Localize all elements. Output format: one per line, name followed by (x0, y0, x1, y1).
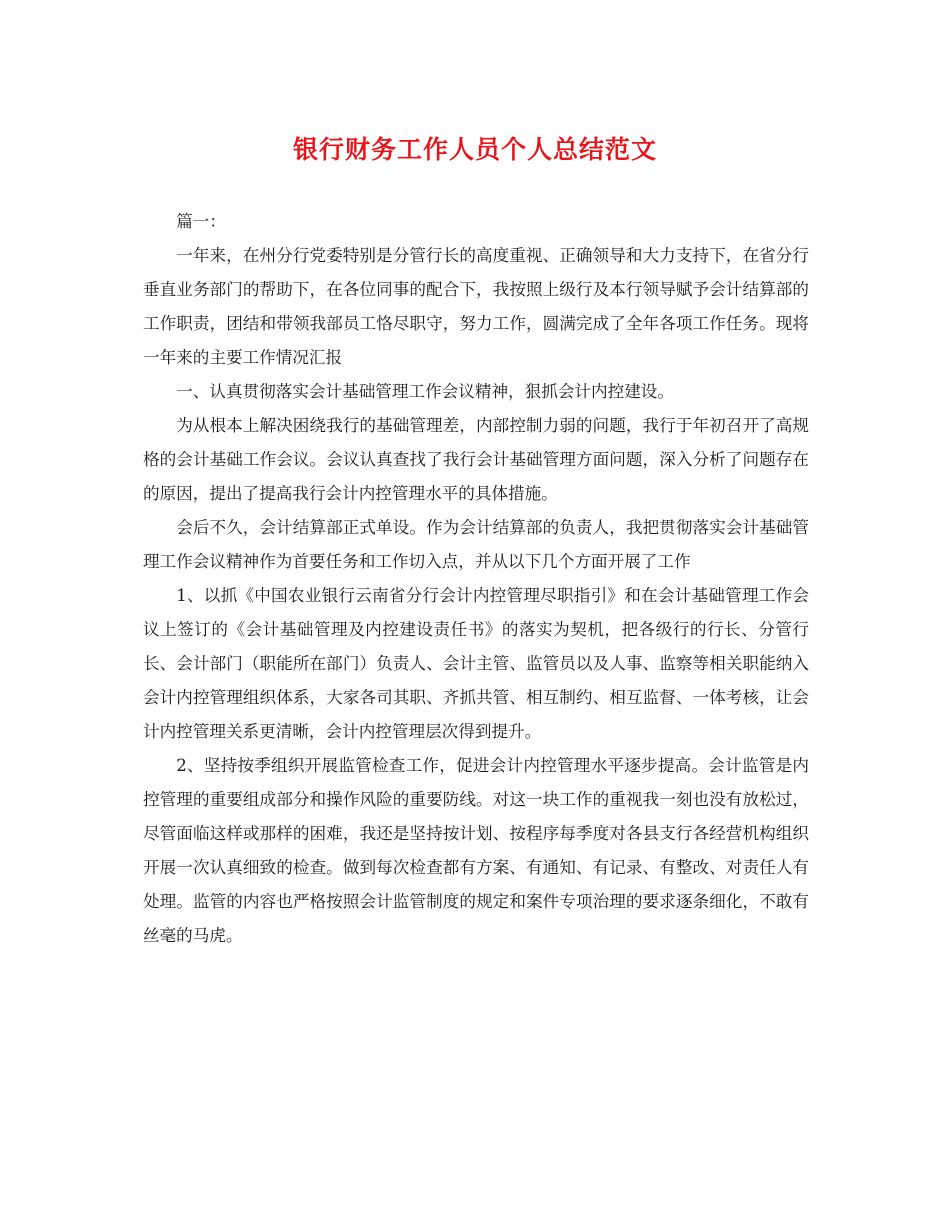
paragraph: 1、以抓《中国农业银行云南省分行会计内控管理尽职指引》和在会计基础管理工作会议上签订的《会计基础管理及内控建设责任书》的落实为契机，把各级行的行长、分管行长、会计部门（职能所在部门）负责人、会计主管、监管员以及人事、监察等相关职能纳入会计内控管理组织体系，大家各司其职、齐抓共管、相互制约、相互监督、一体考核，让会计内控管理关系更清晰，会计内控管理层次得到提升。 (143, 586, 809, 741)
paragraph: 一年来，在州分行党委特别是分管行长的高度重视、正确领导和大力支持下，在省分行垂直业务部门的帮助下，在各位同事的配合下，我按照上级行及本行领导赋予会计结算部的工作职责，团结和带领我部员工恪尽职守，努力工作，圆满完成了全年各项工作任务。现将一年来的主要工作情况汇报 (143, 246, 809, 367)
paragraph-heading: 篇一： (176, 212, 226, 231)
document-title: 银行财务工作人员个人总结范文 (292, 135, 657, 164)
paragraph: 会后不久，会计结算部正式单设。作为会计结算部的负责人，我把贯彻落实会计基础管理工作会议精神作为首要任务和工作切入点，并从以下几个方面开展了工作 (143, 518, 809, 571)
document-body (143, 205, 809, 953)
paragraph: 为从根本上解决困绕我行的基础管理差，内部控制力弱的问题，我行于年初召开了高规格的会计基础工作会议。会议认真查找了我行会计基础管理方面问题，深入分析了问题存在的原因，提出了提高我行会计内控管理水平的具体措施。 (143, 416, 809, 503)
paragraph: 2、坚持按季组织开展监管检查工作，促进会计内控管理水平逐步提高。会计监管是内控管理的重要组成部分和操作风险的重要防线。对这一块工作的重视我一刻也没有放松过，尽管面临这样或那样的困难，我还是坚持按计划、按程序每季度对各县支行各经营机构组织开展一次认真细致的检查。做到每次检查都有方案、有通知、有记录、有整改、对责任人有处理。监管的内容也严格按照会计监管制度的规定和案件专项治理的要求逐条细化，不敢有丝毫的马虎。 (143, 756, 809, 945)
section-heading: 一、认真贯彻落实会计基础管理工作会议精神，狠抓会计内控建设。 (176, 382, 674, 401)
